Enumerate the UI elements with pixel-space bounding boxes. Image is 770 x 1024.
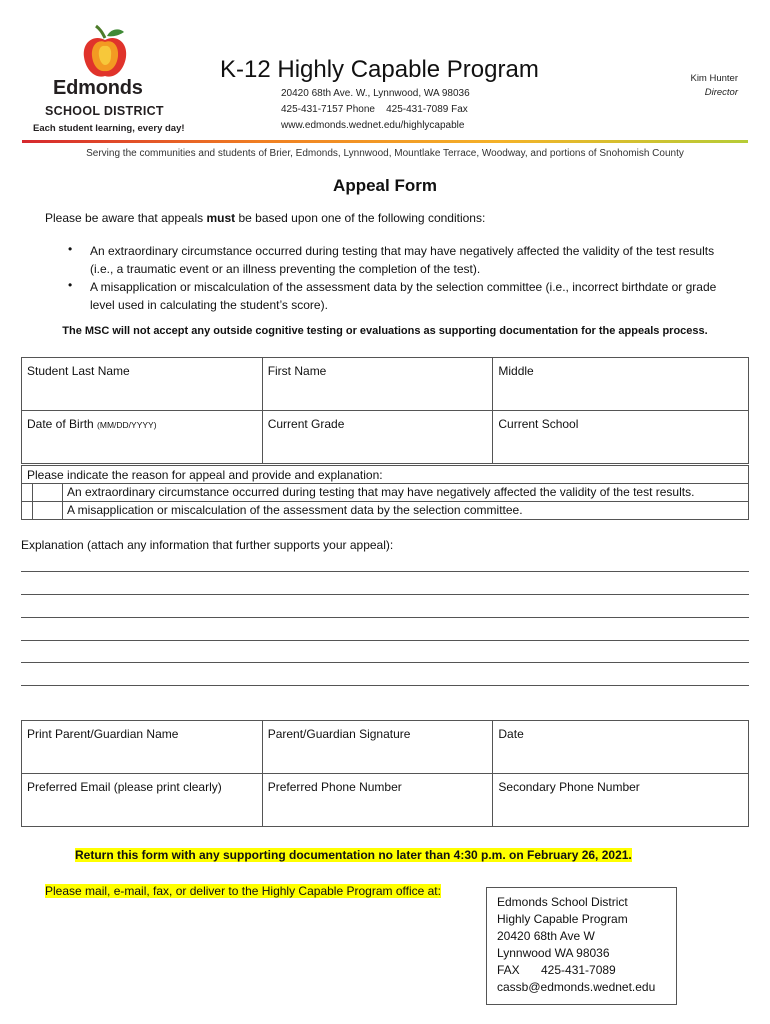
preferred-email-field[interactable] xyxy=(22,774,263,827)
student-info-table xyxy=(21,357,749,464)
field-label: Date xyxy=(498,727,524,741)
field-label: Print Parent/Guardian Name xyxy=(27,727,179,741)
reason-option-extraordinary xyxy=(22,483,748,501)
field-label: Preferred Phone Number xyxy=(267,780,402,794)
first-name-field[interactable] xyxy=(262,358,493,411)
program-phone-fax: 425-431-7157 Phone 425-431-7089 Fax xyxy=(281,104,468,115)
apple-logo-icon xyxy=(80,24,130,80)
director-title: Director xyxy=(704,87,738,98)
reason-option-misapplication xyxy=(22,501,748,519)
field-label: Student Last Name xyxy=(27,364,130,378)
header-divider xyxy=(22,140,748,143)
field-label: Secondary Phone Number xyxy=(498,780,640,794)
delivery-instructions: Please mail, e-mail, fax, or deliver to the Highly Capable Program office at: xyxy=(45,884,441,898)
reason-option-label: An extraordinary circumstance occurred during testing that may have negatively affected the validity of the test results. xyxy=(67,485,695,499)
date-format-hint: (MM/DD/YYYY) xyxy=(97,420,157,430)
district-subtitle: SCHOOL DISTRICT xyxy=(45,104,164,118)
reason-checkbox[interactable] xyxy=(32,502,63,519)
address-line: Edmonds School District xyxy=(497,895,628,909)
explanation-line[interactable] xyxy=(21,685,749,686)
intro-text: Please be aware that appeals must be based upon one of the following conditions: xyxy=(45,211,486,225)
documentation-notice: The MSC will not accept any outside cognitive testing or evaluations as supporting documentation for the appeals process. xyxy=(62,325,708,337)
guardian-info-table xyxy=(21,720,749,827)
address-line: Highly Capable Program xyxy=(497,912,628,926)
bullet-icon: • xyxy=(68,278,73,292)
fax-line xyxy=(497,962,666,979)
fax-label: FAX xyxy=(497,963,520,977)
field-label: Preferred Email (please print clearly) xyxy=(27,780,222,794)
explanation-label: Explanation (attach any information that further supports your appeal): xyxy=(21,538,394,552)
district-motto: Each student learning, every day! xyxy=(33,123,185,134)
current-grade-field[interactable] xyxy=(262,411,493,464)
preferred-phone-field[interactable] xyxy=(262,774,493,827)
date-field[interactable] xyxy=(493,721,749,774)
field-label: Parent/Guardian Signature xyxy=(267,727,411,741)
service-area-statement: Serving the communities and students of Brier, Edmonds, Lynnwood, Mountlake Terrace, Woodway, and portions of Snohomish County xyxy=(86,148,684,159)
district-name: Edmonds xyxy=(53,77,143,99)
field-label: Current School xyxy=(498,417,579,431)
office-email-link[interactable]: cassb@edmonds.wednet.edu xyxy=(497,980,656,994)
field-label: Date of Birth xyxy=(27,417,94,431)
reason-checkbox[interactable] xyxy=(32,484,63,501)
explanation-line[interactable] xyxy=(21,640,749,641)
guardian-signature-field[interactable] xyxy=(262,721,493,774)
field-label: First Name xyxy=(267,364,327,378)
office-address-box xyxy=(486,887,677,1005)
address-line: 20420 68th Ave W xyxy=(497,929,595,943)
date-of-birth-field[interactable] xyxy=(22,411,263,464)
explanation-line[interactable] xyxy=(21,617,749,618)
address-line: Lynnwood WA 98036 xyxy=(497,946,610,960)
condition-item: A misapplication or miscalculation of the assessment data by the selection committee (i.e., incorrect birthdate or grade level used in calculating the student’s score). xyxy=(90,280,717,312)
intro-emphasis: must xyxy=(206,211,236,225)
form-title: Appeal Form xyxy=(333,176,437,195)
bullet-icon: • xyxy=(68,242,73,256)
field-label: Middle xyxy=(498,364,534,378)
middle-name-field[interactable] xyxy=(493,358,749,411)
appeal-reason-box xyxy=(21,465,749,520)
explanation-line[interactable] xyxy=(21,662,749,663)
explanation-line[interactable] xyxy=(21,571,749,572)
reason-header: Please indicate the reason for appeal and provide and explanation: xyxy=(27,468,383,482)
guardian-name-field[interactable] xyxy=(22,721,263,774)
condition-item: An extraordinary circumstance occurred during testing that may have negatively affected the validity of the test results (i.e., a traumatic event or an illness preventing the completion of the test). xyxy=(90,244,715,276)
return-deadline: Return this form with any supporting documentation no later than 4:30 p.m. on February 26, 2021. xyxy=(75,848,632,862)
field-label: Current Grade xyxy=(267,417,345,431)
fax-number: 425-431-7089 xyxy=(541,963,616,977)
program-title: K-12 Highly Capable Program xyxy=(220,56,539,83)
student-last-name-field[interactable] xyxy=(22,358,263,411)
current-school-field[interactable] xyxy=(493,411,749,464)
explanation-line[interactable] xyxy=(21,594,749,595)
secondary-phone-field[interactable] xyxy=(493,774,749,827)
reason-option-label: A misapplication or miscalculation of the assessment data by the selection committee. xyxy=(67,503,523,517)
program-street-address: 20420 68th Ave. W., Lynnwood, WA 98036 xyxy=(281,88,470,99)
program-website-link[interactable]: www.edmonds.wednet.edu/highlycapable xyxy=(281,120,465,131)
director-name: Kim Hunter xyxy=(690,73,738,84)
